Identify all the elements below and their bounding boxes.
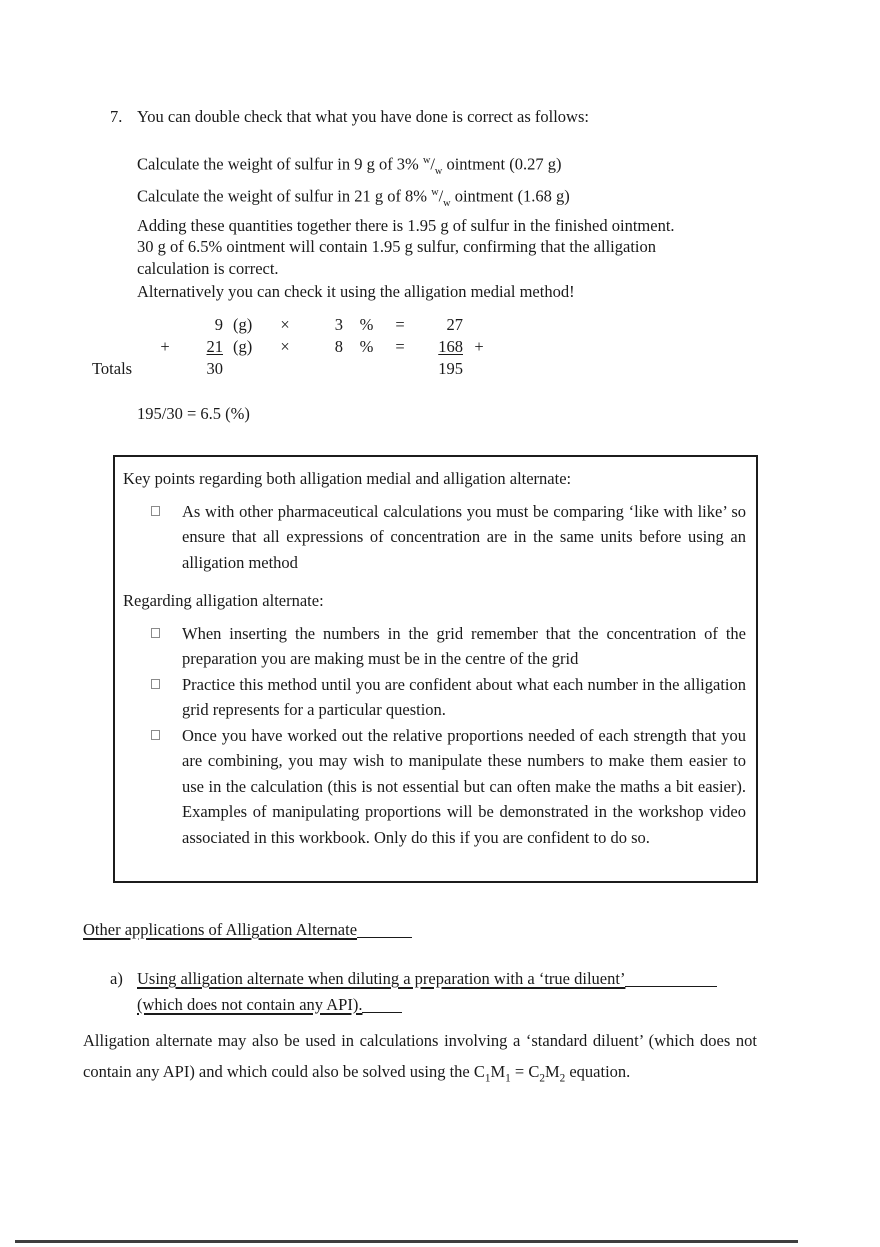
key-points-subtitle: Regarding alligation alternate:: [123, 591, 324, 610]
checkbox-bullet-icon: [151, 679, 160, 689]
key-points-title: Key points regarding both alligation medial and alligation alternate:: [123, 469, 572, 488]
ww-slash: /: [430, 154, 435, 174]
equals-sign: =: [395, 337, 405, 356]
check-line-5: calculation is correct.: [137, 258, 279, 278]
underline-extension: [357, 937, 412, 938]
key-points-box: [113, 455, 758, 883]
list-item: [123, 723, 746, 851]
table-row: [92, 314, 495, 336]
page-bottom-border: [15, 1240, 798, 1243]
product-cell: 27: [446, 315, 463, 334]
subscript-1: 1: [505, 1072, 511, 1085]
table-row-totals: [92, 358, 495, 380]
check-line-4: 30 g of 6.5% ointment will contain 1.95 g sulfur, confirming that the alligation calculation is correct.: [137, 237, 657, 278]
ww-subscript: w: [434, 165, 443, 177]
equals-sign: =: [395, 315, 405, 334]
bullet-text: As with other pharmaceutical calculations you must be comparing ‘like with like’ so ensure that all expressions of concentration are in the same units before using an alligation method: [182, 501, 746, 572]
times-sign: ×: [280, 315, 290, 334]
bullet-text: Practice this method until you are confident about what each number in the alligation grid represents for a particular question.: [182, 674, 746, 719]
list-item: [123, 499, 746, 576]
percent-sign: %: [359, 337, 374, 356]
closing-paragraph: Alligation alternate may also be used in calculations involving a ‘standard diluent’ (which does not contain any API) and which could also be solved using the $C_1M_1 = C_2M_2$ equation.: [83, 1031, 757, 1085]
total-product-cell: 195: [438, 359, 463, 378]
lettered-item-a: [110, 966, 790, 1017]
check-line-1: Calculate the weight of sulfur in 9 g of 3% $^w/_w$ ointment (0.27 g): [137, 154, 562, 177]
list-item: [123, 672, 746, 723]
item-a-title: [137, 966, 717, 1017]
plus-sign: +: [474, 337, 484, 356]
checkbox-bullet-icon: [151, 730, 160, 740]
checkbox-bullet-icon: [151, 506, 160, 516]
ww-superscript: w: [431, 187, 439, 199]
alternatively-text: Alternatively you can check it using the alligation medial method!: [137, 282, 575, 301]
section-heading-other-applications: [83, 919, 783, 941]
percent-sign: %: [359, 315, 374, 334]
underline-extension: [362, 1012, 402, 1013]
check-calculation-block: [137, 150, 762, 280]
check-line-2: Calculate the weight of sulfur in 21 g of 8% $^w/_w$ ointment (1.68 g): [137, 186, 570, 210]
times-sign: ×: [280, 337, 290, 356]
ww-slash: /: [438, 186, 444, 206]
checkbox-bullet-icon: [151, 628, 160, 638]
medial-result-text: 195/30 = 6.5 (%): [137, 404, 250, 423]
totals-label: Totals: [92, 359, 133, 378]
total-qty-cell: 30: [206, 359, 223, 378]
unit-cell: (g): [233, 315, 253, 334]
item-7-text: You can double check that what you have done is correct as follows:: [137, 107, 589, 126]
subscript-1: 1: [484, 1072, 491, 1085]
list-item: [123, 621, 746, 672]
plus-sign: +: [160, 337, 170, 356]
underline-extension: [625, 986, 717, 987]
unit-cell: (g): [233, 337, 253, 356]
ww-superscript: w: [422, 155, 431, 166]
conc-cell: 8: [334, 337, 343, 356]
item-a-title-line1: Using alligation alternate when diluting a preparation with a ‘true diluent’: [137, 969, 626, 988]
item-a-title-line2: (which does not contain any API).: [137, 994, 363, 1014]
bullet-text: When inserting the numbers in the grid remember that the concentration of the preparation you are making must be in the centre of the grid: [182, 623, 746, 668]
ww-subscript: w: [443, 198, 451, 210]
subscript-2: 2: [559, 1072, 566, 1085]
alligation-medial-table: [92, 314, 495, 380]
numbered-item-7: [110, 106, 770, 128]
item-7-number: 7.: [110, 107, 123, 126]
table-row: [92, 336, 495, 358]
qty-cell: 9: [214, 315, 223, 334]
key-points-alternate-list: [123, 621, 746, 851]
section-heading-text: Other applications of Alligation Alternate: [83, 920, 358, 939]
conc-cell: 3: [334, 315, 343, 334]
product-cell-underlined: 168: [438, 337, 463, 356]
check-line-3: Adding these quantities together there is 1.95 g of sulfur in the finished ointment.: [137, 215, 675, 235]
qty-cell-underlined: 21: [206, 337, 223, 356]
key-points-general-list: [123, 499, 746, 576]
bullet-text: Once you have worked out the relative proportions needed of each strength that you are combining, you may wish to manipulate these numbers to make them easier to use in the calculation (this is not essential but can often make the maths a bit easier). Examples of manipulating proportions will be demonstrated in the workshop video associated in this workbook. Only do this if you are confident to do so.: [182, 725, 746, 847]
subscript-2: 2: [539, 1072, 545, 1085]
item-a-label: a): [110, 969, 123, 988]
